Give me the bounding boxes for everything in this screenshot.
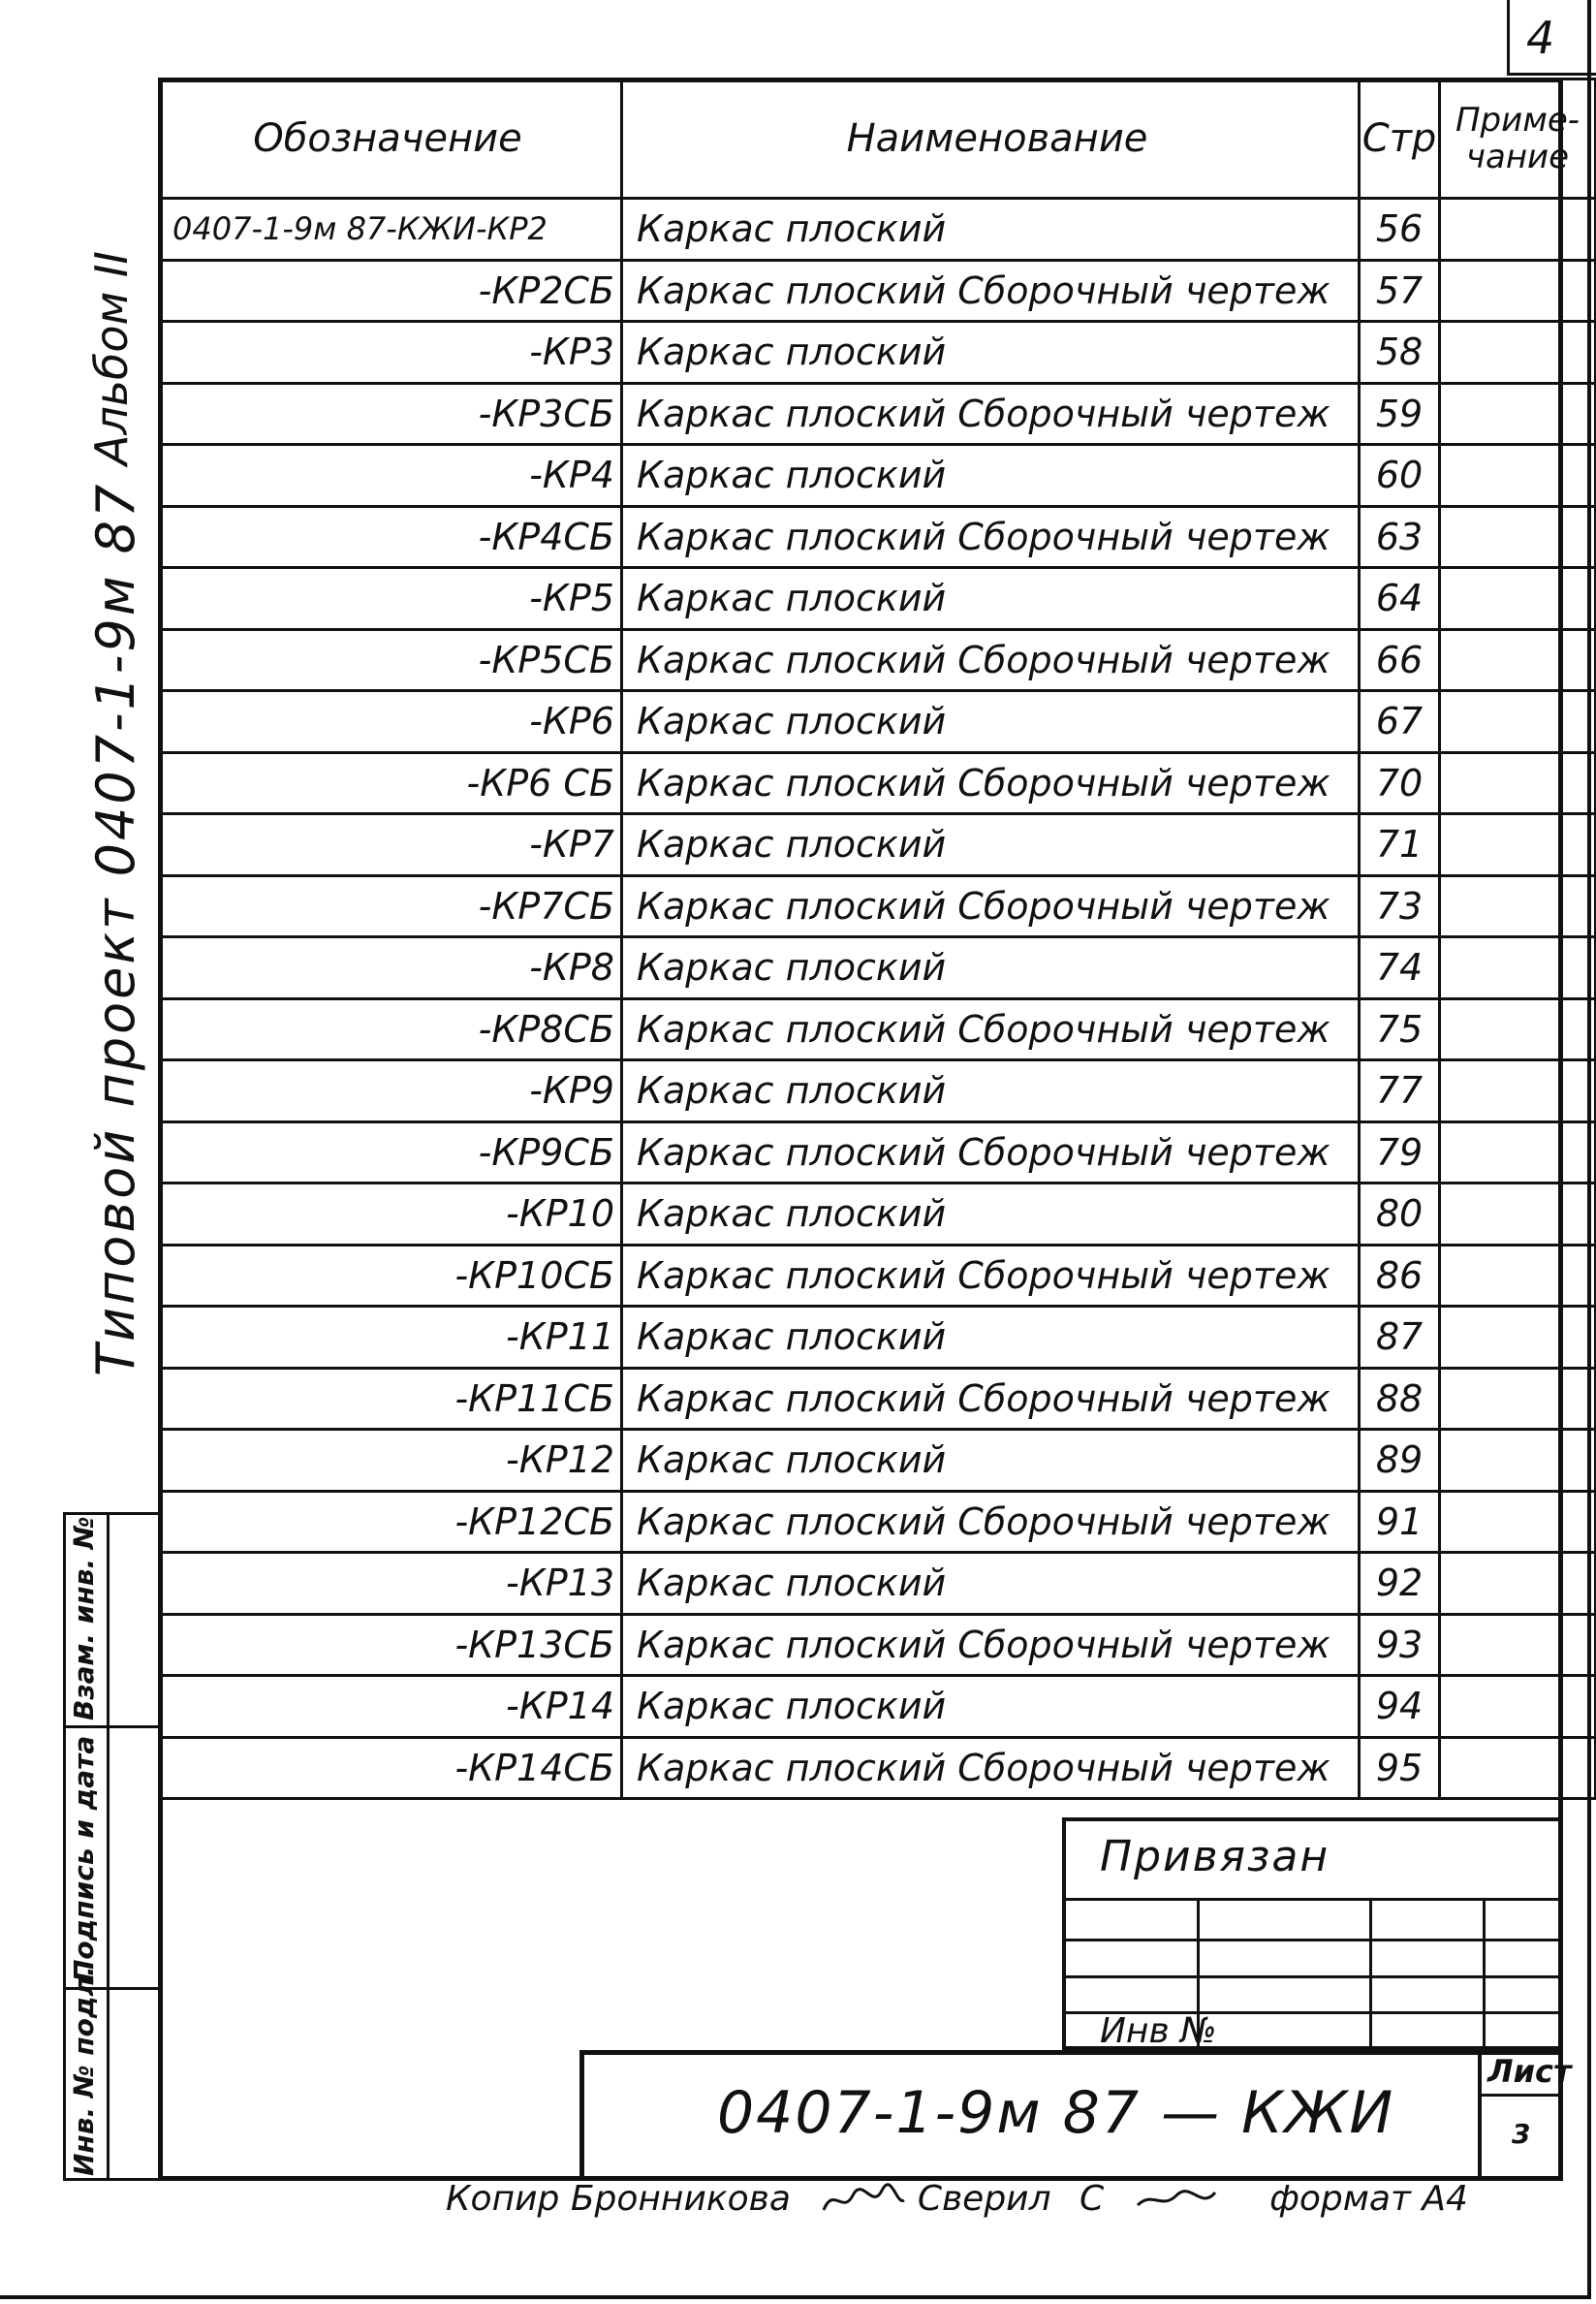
attached-label: Привязан — [1100, 1832, 1330, 1881]
row-code: -КР6 СБ — [160, 752, 622, 814]
row-name: Каркас плоский Сборочный чертеж — [622, 1368, 1360, 1430]
row-code: -КР11 — [160, 1307, 622, 1369]
row-code: 0407-1-9м 87-КЖИ-КР2 — [160, 199, 622, 261]
row-code: -КР4СБ — [160, 506, 622, 568]
row-name: Каркас плоский — [622, 322, 1360, 384]
footer-copied: Копир Бронникова — [446, 2179, 791, 2219]
row-name: Каркас плоский Сборочный чертеж — [622, 506, 1360, 568]
attached-line — [1369, 1898, 1372, 2050]
row-code: -КР3СБ — [160, 383, 622, 445]
row-page: 80 — [1360, 1184, 1440, 1246]
row-code: -КР3 — [160, 322, 622, 384]
row-page: 70 — [1360, 752, 1440, 814]
project-label: Типовой проект 0407-1-9м 87 — [85, 481, 146, 1376]
footer-checked: Сверил — [917, 2179, 1051, 2219]
row-code: -КР9СБ — [160, 1121, 622, 1184]
row-name: Каркас плоский — [622, 568, 1360, 630]
signature-icon — [1133, 2181, 1220, 2220]
row-name: Каркас плоский Сборочный чертеж — [622, 998, 1360, 1060]
sheet-box-divider — [1478, 2094, 1563, 2097]
row-page: 66 — [1360, 629, 1440, 691]
row-code: -КР12 — [160, 1430, 622, 1492]
row-code: -КР13 — [160, 1553, 622, 1615]
sign-date-label: Подпись и дата — [68, 1735, 100, 1982]
attached-line — [1062, 1975, 1563, 1978]
row-name: Каркас плоский Сборочный чертеж — [622, 1121, 1360, 1184]
row-code: -КР2СБ — [160, 260, 622, 322]
row-page: 71 — [1360, 814, 1440, 876]
row-name: Каркас плоский Сборочный чертеж — [622, 260, 1360, 322]
row-name: Каркас плоский — [622, 1430, 1360, 1492]
row-name: Каркас плоский — [622, 937, 1360, 999]
row-page: 64 — [1360, 568, 1440, 630]
attached-line — [1483, 1898, 1486, 2050]
row-code: -КР7 — [160, 814, 622, 876]
row-page: 94 — [1360, 1676, 1440, 1738]
row-name: Каркас плоский — [622, 199, 1360, 261]
row-page: 79 — [1360, 1121, 1440, 1184]
attached-line — [1062, 1898, 1563, 1901]
row-page: 92 — [1360, 1553, 1440, 1615]
row-page: 60 — [1360, 445, 1440, 507]
row-page: 56 — [1360, 199, 1440, 261]
row-page: 91 — [1360, 1491, 1440, 1553]
signature-icon — [819, 2181, 906, 2220]
row-page: 57 — [1360, 260, 1440, 322]
row-code: -КР4 — [160, 445, 622, 507]
row-page: 88 — [1360, 1368, 1440, 1430]
header-page: Стр — [1360, 79, 1440, 199]
sheet-value: 3 — [1512, 2118, 1531, 2150]
footer — [446, 2179, 1486, 2220]
row-code: -КР10 — [160, 1184, 622, 1246]
row-code: -КР14СБ — [160, 1737, 622, 1799]
row-code: -КР9 — [160, 1060, 622, 1122]
album-label: Альбом II — [85, 251, 138, 465]
row-page: 95 — [1360, 1737, 1440, 1799]
row-page: 93 — [1360, 1614, 1440, 1676]
row-code: -КР8 — [160, 937, 622, 999]
row-name: Каркас плоский — [622, 445, 1360, 507]
row-name: Каркас плоский Сборочный чертеж — [622, 1245, 1360, 1307]
header-note: Приме-чание — [1440, 79, 1596, 199]
footer-format: формат А4 — [1269, 2179, 1468, 2219]
row-page: 59 — [1360, 383, 1440, 445]
row-page: 58 — [1360, 322, 1440, 384]
row-name: Каркас плоский — [622, 1184, 1360, 1246]
inv-replace-label: Взам. инв. № — [68, 1516, 100, 1720]
footer-checked-name: С — [1080, 2179, 1105, 2219]
row-code: -КР5СБ — [160, 629, 622, 691]
strip-divider — [63, 1725, 158, 1728]
row-name: Каркас плоский Сборочный чертеж — [622, 1491, 1360, 1553]
row-code: -КР6 — [160, 691, 622, 753]
row-page: 73 — [1360, 875, 1440, 937]
row-code: -КР12СБ — [160, 1491, 622, 1553]
row-name: Каркас плоский Сборочный чертеж — [622, 1737, 1360, 1799]
row-code: -КР11СБ — [160, 1368, 622, 1430]
header-designation: Обозначение — [160, 79, 622, 199]
row-code: -КР7СБ — [160, 875, 622, 937]
attached-line — [1062, 1939, 1563, 1941]
row-code: -КР14 — [160, 1676, 622, 1738]
row-page: 63 — [1360, 506, 1440, 568]
row-page: 67 — [1360, 691, 1440, 753]
row-page: 87 — [1360, 1307, 1440, 1369]
row-name: Каркас плоский — [622, 814, 1360, 876]
row-page: 89 — [1360, 1430, 1440, 1492]
row-page: 77 — [1360, 1060, 1440, 1122]
row-name: Каркас плоский Сборочный чертеж — [622, 1614, 1360, 1676]
row-name: Каркас плоский Сборочный чертеж — [622, 752, 1360, 814]
inv-orig-label: Инв. № подл. — [68, 1966, 100, 2176]
row-page: 74 — [1360, 937, 1440, 999]
row-page: 75 — [1360, 998, 1440, 1060]
row-name: Каркас плоский — [622, 1307, 1360, 1369]
strip-divider — [107, 1512, 110, 2181]
header-name: Наименование — [622, 79, 1360, 199]
row-name: Каркас плоский Сборочный чертеж — [622, 629, 1360, 691]
row-name: Каркас плоский — [622, 1553, 1360, 1615]
row-code: -КР8СБ — [160, 998, 622, 1060]
row-name: Каркас плоский — [622, 1060, 1360, 1122]
row-name: Каркас плоский — [622, 1676, 1360, 1738]
inv-label: Инв № — [1100, 2011, 1217, 2051]
row-name: Каркас плоский — [622, 691, 1360, 753]
sheet-number: 4 — [1526, 12, 1555, 64]
document-code: 0407-1-9м 87 — КЖИ — [717, 2079, 1395, 2147]
row-code: -КР10СБ — [160, 1245, 622, 1307]
row-name: Каркас плоский Сборочный чертеж — [622, 383, 1360, 445]
row-page: 86 — [1360, 1245, 1440, 1307]
row-code: -КР5 — [160, 568, 622, 630]
row-code: -КР13СБ — [160, 1614, 622, 1676]
row-name: Каркас плоский Сборочный чертеж — [622, 875, 1360, 937]
sheet-label: Лист — [1487, 2053, 1572, 2090]
